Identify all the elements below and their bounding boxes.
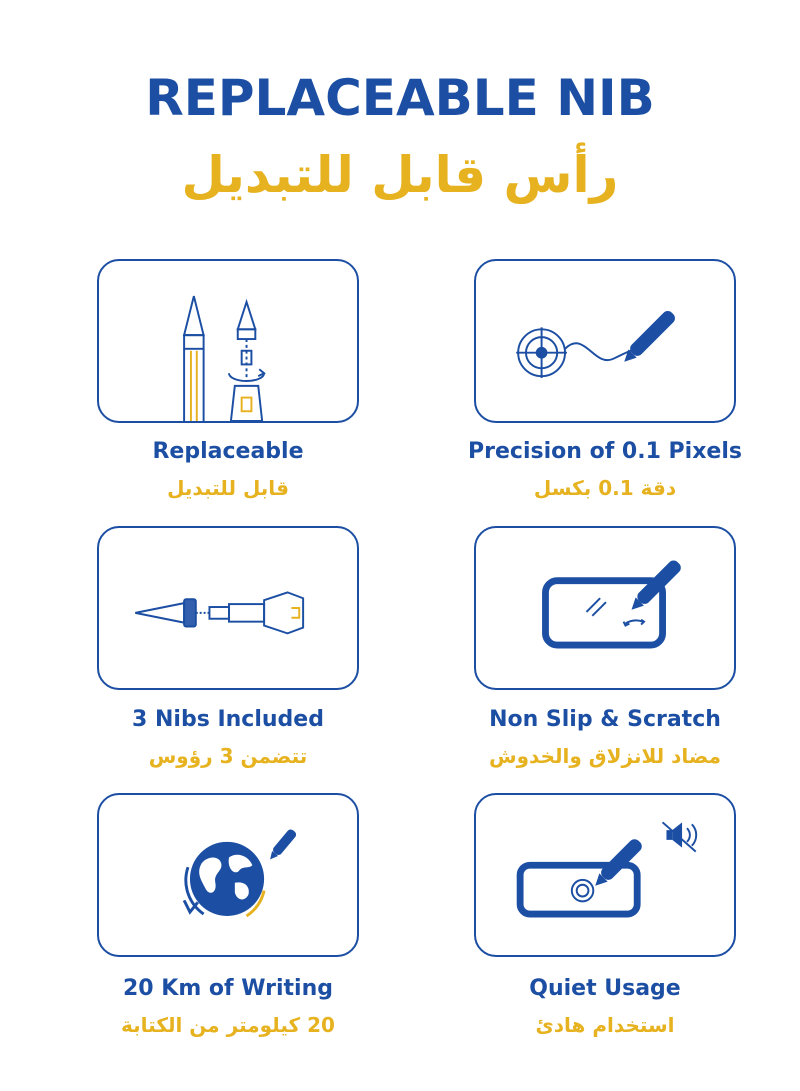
feature-label-non-slip-ar: مضاد للانزلاق والخدوش xyxy=(488,744,721,768)
feature-card-nibs xyxy=(97,526,359,690)
non-slip-icon xyxy=(476,528,734,688)
feature-card-writing xyxy=(97,793,359,957)
feature-label-replaceable: Replaceable xyxy=(152,439,304,464)
feature-label-non-slip: Non Slip & Scratch xyxy=(489,707,721,732)
nibs-included-icon xyxy=(99,528,357,688)
feature-card-non-slip xyxy=(474,526,736,690)
precision-target-icon xyxy=(476,261,734,421)
mute-icon xyxy=(476,795,734,955)
feature-label-quiet: Quiet Usage xyxy=(529,976,681,1001)
feature-label-writing-ar: 20 كيلومتر من الكتابة xyxy=(121,1013,335,1037)
feature-card-quiet xyxy=(474,793,736,957)
feature-label-quiet-ar: استخدام هادئ xyxy=(535,1013,675,1037)
feature-card-precision xyxy=(474,259,736,423)
feature-label-nibs: 3 Nibs Included xyxy=(132,707,324,732)
globe-writing-icon xyxy=(99,795,357,955)
page-title: REPLACEABLE NIB xyxy=(145,69,655,127)
feature-label-precision-ar: دقة 0.1 بكسل xyxy=(533,476,677,500)
feature-label-precision: Precision of 0.1 Pixels xyxy=(468,439,742,464)
feature-label-nibs-ar: تتضمن 3 رؤوس xyxy=(148,744,308,768)
feature-label-writing: 20 Km of Writing xyxy=(123,976,333,1001)
feature-card-replaceable xyxy=(97,259,359,423)
nib-replace-icon xyxy=(99,261,357,421)
feature-label-replaceable-ar: قابل للتبديل xyxy=(167,476,289,500)
page-title-arabic: رأس قابل للتبديل xyxy=(181,146,619,204)
